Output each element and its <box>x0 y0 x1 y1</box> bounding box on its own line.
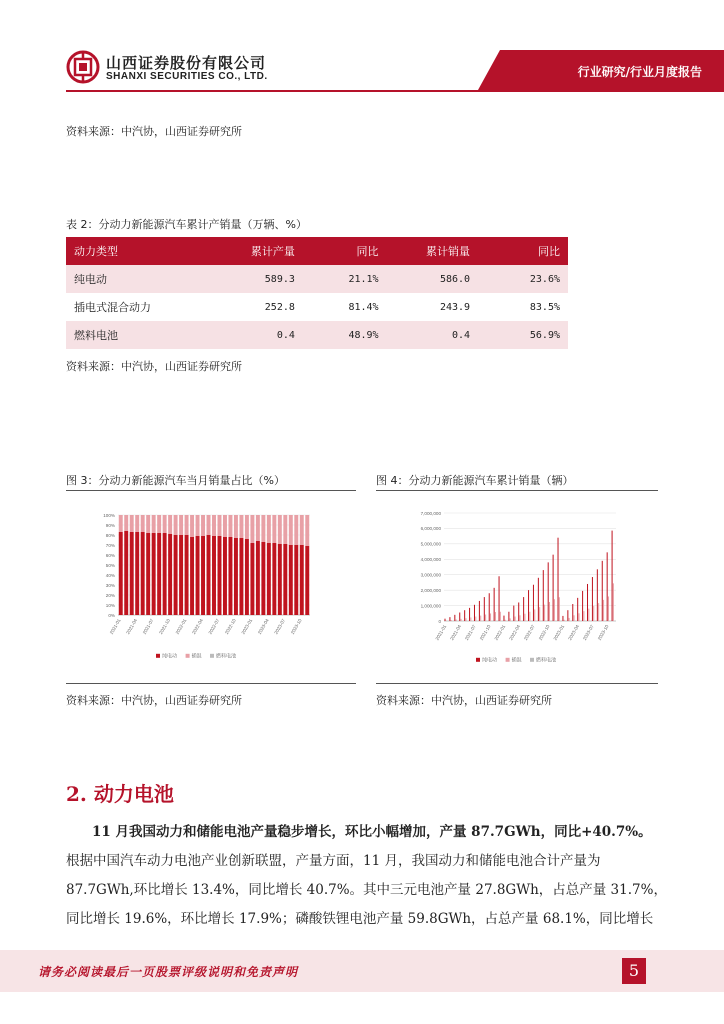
bar <box>119 532 123 615</box>
fig3-caption-rule <box>66 490 356 491</box>
bar <box>294 515 298 545</box>
x-tick-label: 2023-10 <box>289 618 303 636</box>
table-cell: 23.6% <box>478 265 568 293</box>
fig3-caption: 图 3：分动力新能源汽车当月销量占比（%） <box>66 474 285 487</box>
bar <box>490 613 491 621</box>
bar <box>267 543 271 615</box>
table2-caption: 表 2：分动力新能源汽车累计产销量（万辆、%） <box>66 218 307 231</box>
bar <box>444 619 445 621</box>
x-tick-label: 2023-07 <box>273 618 287 636</box>
bar <box>475 617 476 621</box>
bar <box>469 608 470 621</box>
table-row <box>66 265 568 293</box>
x-tick-label: 2021-04 <box>449 624 463 642</box>
x-tick-label: 2022-04 <box>508 624 522 642</box>
table-cell: 0.4 <box>387 321 479 349</box>
table-cell: 586.0 <box>387 265 479 293</box>
bar <box>245 515 249 539</box>
x-tick-label: 2022-04 <box>191 618 204 636</box>
bar <box>505 620 506 621</box>
x-tick-label: 2023-07 <box>581 624 595 642</box>
y-tick-label: 7,000,000 <box>420 510 441 516</box>
bar <box>459 613 460 621</box>
bar <box>544 605 545 621</box>
bar <box>608 596 609 621</box>
y-tick-label: 0% <box>108 612 115 618</box>
legend-label: 燃料电池 <box>536 657 557 664</box>
bar <box>179 515 183 535</box>
bar <box>562 616 563 621</box>
table2-source: 资料来源：中汽协，山西证券研究所 <box>66 360 242 373</box>
bar <box>278 515 282 544</box>
bar <box>499 576 500 621</box>
bar <box>190 515 194 537</box>
bar <box>489 593 490 621</box>
bar <box>196 515 200 536</box>
bar <box>163 515 167 533</box>
bar <box>524 614 525 621</box>
bar <box>174 535 178 615</box>
table-cell: 燃料电池 <box>66 321 202 349</box>
bar <box>163 533 167 615</box>
bar <box>515 617 516 621</box>
bar <box>168 515 172 534</box>
bar <box>461 619 462 621</box>
y-tick-label: 100% <box>103 512 115 518</box>
bar <box>543 570 544 621</box>
bar <box>558 538 559 621</box>
table-cell: 56.9% <box>478 321 568 349</box>
table-cell: 0.4 <box>202 321 303 349</box>
bar <box>480 616 481 621</box>
bar <box>218 515 222 536</box>
bar <box>300 545 304 615</box>
bar <box>305 546 309 615</box>
table-cell: 589.3 <box>202 265 303 293</box>
table-cell: 252.8 <box>202 293 303 321</box>
y-tick-label: 80% <box>105 532 115 538</box>
bar <box>218 536 222 615</box>
bar <box>234 515 238 538</box>
bar <box>534 609 535 621</box>
bar <box>289 515 293 545</box>
bar <box>456 619 457 621</box>
x-tick-label: 2023-04 <box>256 618 270 636</box>
bar <box>553 555 554 621</box>
bar <box>454 615 455 621</box>
y-tick-label: 20% <box>105 592 115 598</box>
x-tick-label: 2021-07 <box>141 618 155 636</box>
bar <box>289 545 293 615</box>
bar <box>554 599 555 621</box>
bar <box>212 536 216 615</box>
x-tick-label: 2023-01 <box>552 624 566 642</box>
x-tick-label: 2022-07 <box>207 618 221 636</box>
bar <box>168 534 172 615</box>
bar <box>613 583 614 621</box>
table-cell: 21.1% <box>303 265 387 293</box>
bar <box>587 584 588 621</box>
bar <box>598 603 599 621</box>
bar <box>124 515 128 531</box>
footer-disclaimer: 请务必阅读最后一页股票评级说明和免责声明 <box>38 965 299 979</box>
bar <box>465 618 466 621</box>
bar <box>474 605 475 621</box>
bar <box>179 535 183 615</box>
body-line: 同比增长 19.6%，环比增长 17.9%；磷酸铁锂电池产量 59.8GWh，占总产量 68.1%，同比增长 <box>66 911 654 927</box>
company-name-cn: 山西证券股份有限公司 <box>106 54 267 72</box>
table-row <box>66 321 568 349</box>
body-line: 87.7GWh,环比增长 13.4%，同比增长 40.7%。其中三元电池产量 27.8GWh，占总产量 31.7%， <box>66 882 667 898</box>
bar <box>495 612 496 621</box>
bar <box>261 515 265 542</box>
section-title <box>66 778 174 807</box>
x-tick-label: 2022-01 <box>174 618 188 636</box>
table-cell: 48.9% <box>303 321 387 349</box>
bar <box>141 515 145 532</box>
table2 <box>66 237 568 349</box>
fig3-source: 资料来源：中汽协，山西证券研究所 <box>66 694 242 707</box>
bar <box>223 515 227 537</box>
table-cell: 插电式混合动力 <box>66 293 202 321</box>
x-tick-label: 2021-01 <box>434 624 448 642</box>
bar <box>119 515 123 532</box>
bar <box>245 539 249 615</box>
x-tick-label: 2021-10 <box>478 624 492 642</box>
bar <box>256 515 260 541</box>
source-note-top: 资料来源：中汽协，山西证券研究所 <box>66 125 242 138</box>
bar <box>602 561 603 621</box>
bar <box>607 552 608 621</box>
bar <box>201 515 205 536</box>
bar <box>294 545 298 615</box>
bar <box>494 588 495 621</box>
company-name-en: SHANXI SECURITIES CO., LTD. <box>106 71 268 82</box>
y-tick-label: 2,000,000 <box>420 587 441 593</box>
y-tick-label: 1,000,000 <box>420 603 441 609</box>
bar <box>520 615 521 621</box>
bar <box>300 515 304 545</box>
bar <box>548 562 549 621</box>
table-header-cell: 动力类型 <box>66 237 202 265</box>
bar <box>250 543 254 615</box>
bar <box>603 600 604 621</box>
x-tick-label: 2021-07 <box>464 624 477 642</box>
x-tick-label: 2021-04 <box>125 618 139 636</box>
bar <box>510 618 511 621</box>
bar <box>267 515 271 543</box>
x-tick-label: 2022-10 <box>224 618 237 636</box>
bar <box>484 597 485 621</box>
table-cell: 81.4% <box>303 293 387 321</box>
bar <box>207 515 211 535</box>
table-row <box>66 293 568 321</box>
bar <box>528 590 529 621</box>
y-tick-label: 3,000,000 <box>420 572 441 578</box>
fig4-chart <box>376 497 656 675</box>
legend-swatch <box>156 654 160 658</box>
legend-swatch <box>506 658 510 662</box>
table-cell: 83.5% <box>478 293 568 321</box>
legend-label: 插混 <box>511 657 522 664</box>
table-header-cell: 累计产量 <box>202 237 303 265</box>
bar <box>564 620 565 621</box>
table-cell: 243.9 <box>387 293 479 321</box>
bar <box>239 515 243 538</box>
y-tick-label: 4,000,000 <box>420 557 441 563</box>
shanxi-securities-logo <box>66 50 100 84</box>
y-tick-label: 6,000,000 <box>420 526 441 532</box>
bold-lead-paragraph: 11 月我国动力和储能电池产量稳步增长，环比小幅增加，产量 87.7GWh，同比+40.7%。 <box>92 824 652 840</box>
legend-label: 燃料电池 <box>216 653 237 660</box>
x-tick-label: 2022-01 <box>493 624 507 642</box>
bar <box>574 615 575 621</box>
bar <box>196 536 200 615</box>
legend-label: 插混 <box>191 653 202 660</box>
bar <box>190 537 194 615</box>
bar <box>500 612 501 621</box>
y-tick-label: 90% <box>105 522 115 528</box>
x-tick-label: 2021-01 <box>108 618 122 636</box>
y-tick-label: 10% <box>105 602 115 608</box>
bar <box>539 607 540 621</box>
bar <box>503 616 504 621</box>
table-header-cell: 同比 <box>478 237 568 265</box>
x-tick-label: 2023-04 <box>567 624 581 642</box>
bar <box>533 585 534 621</box>
legend-swatch <box>210 654 214 658</box>
bar <box>272 515 276 543</box>
report-category: 行业研究/行业月度报告 <box>577 65 702 79</box>
bar <box>135 532 139 615</box>
x-tick-label: 2023-10 <box>596 624 610 642</box>
bar <box>146 533 150 615</box>
bar <box>479 601 480 621</box>
bar <box>464 610 465 621</box>
table-cell: 纯电动 <box>66 265 202 293</box>
bar <box>146 515 150 533</box>
y-tick-label: 40% <box>105 572 115 578</box>
y-tick-label: 30% <box>105 582 115 588</box>
bar <box>305 515 309 546</box>
table-header-row <box>66 237 568 265</box>
bar <box>261 542 265 615</box>
bar <box>513 606 514 621</box>
bar <box>152 515 156 533</box>
bar <box>157 515 161 533</box>
fig3-bottom-rule <box>66 683 356 684</box>
table-header-cell: 累计销量 <box>387 237 479 265</box>
bar <box>234 538 238 615</box>
bar <box>470 617 471 621</box>
bar <box>152 533 156 615</box>
bar <box>523 597 524 621</box>
y-tick-label: 70% <box>105 542 115 548</box>
bar <box>250 515 254 543</box>
bar <box>577 598 578 621</box>
header-divider <box>66 90 724 92</box>
bar <box>597 569 598 621</box>
fig4-caption: 图 4：分动力新能源汽车累计销量（辆） <box>376 474 574 487</box>
legend-swatch <box>186 654 190 658</box>
bar <box>223 537 227 615</box>
bar <box>451 620 452 621</box>
bar <box>283 515 287 544</box>
bar <box>582 591 583 621</box>
bar <box>174 515 178 535</box>
y-tick-label: 60% <box>105 552 115 558</box>
bar <box>185 535 189 615</box>
legend-swatch <box>530 658 534 662</box>
bar <box>185 515 189 535</box>
y-tick-label: 0 <box>438 618 441 624</box>
x-tick-label: 2023-01 <box>240 618 254 636</box>
bar <box>201 536 205 615</box>
bar <box>567 610 568 621</box>
bar <box>572 604 573 621</box>
bar <box>212 515 216 536</box>
fig3-chart <box>72 497 352 675</box>
bar <box>518 602 519 621</box>
x-tick-label: 2022-07 <box>523 624 536 642</box>
bar <box>592 577 593 621</box>
bar <box>508 612 509 621</box>
bar <box>256 541 260 615</box>
bar <box>593 606 594 621</box>
bar <box>135 515 139 532</box>
bar <box>228 537 232 615</box>
fig4-source: 资料来源：中汽协，山西证券研究所 <box>376 694 552 707</box>
x-tick-label: 2022-10 <box>537 624 551 642</box>
y-tick-label: 5,000,000 <box>420 541 441 547</box>
legend-label: 纯电动 <box>162 653 178 660</box>
bar <box>157 533 161 615</box>
legend-swatch <box>476 658 480 662</box>
section-heading: 动力电池 <box>93 782 174 806</box>
bar <box>449 617 450 621</box>
bar <box>130 532 134 615</box>
bar <box>130 515 134 532</box>
bar <box>124 531 128 615</box>
bar <box>583 611 584 621</box>
bar <box>239 538 243 615</box>
x-tick-label: 2021-10 <box>158 618 171 636</box>
fig4-caption-rule <box>376 490 658 491</box>
bar <box>485 615 486 621</box>
bar <box>228 515 232 537</box>
section-number: 2. <box>66 782 87 806</box>
table-header-cell: 同比 <box>303 237 387 265</box>
bar <box>559 597 560 621</box>
body-line: 根据中国汽车动力电池产业创新联盟，产量方面，11 月，我国动力和储能电池合计产量为 <box>66 853 601 869</box>
bar <box>569 618 570 621</box>
fig4-bottom-rule <box>376 683 658 684</box>
bar <box>529 612 530 621</box>
legend-label: 纯电动 <box>482 657 498 664</box>
bar <box>612 531 613 621</box>
bar <box>141 532 145 615</box>
bar <box>278 544 282 615</box>
y-tick-label: 50% <box>105 562 115 568</box>
page-number: 5 <box>622 958 646 984</box>
bar <box>283 544 287 615</box>
bar <box>578 613 579 621</box>
bar <box>272 543 276 615</box>
bar <box>207 535 211 615</box>
bar <box>549 602 550 621</box>
bar <box>538 578 539 621</box>
bar <box>588 609 589 621</box>
